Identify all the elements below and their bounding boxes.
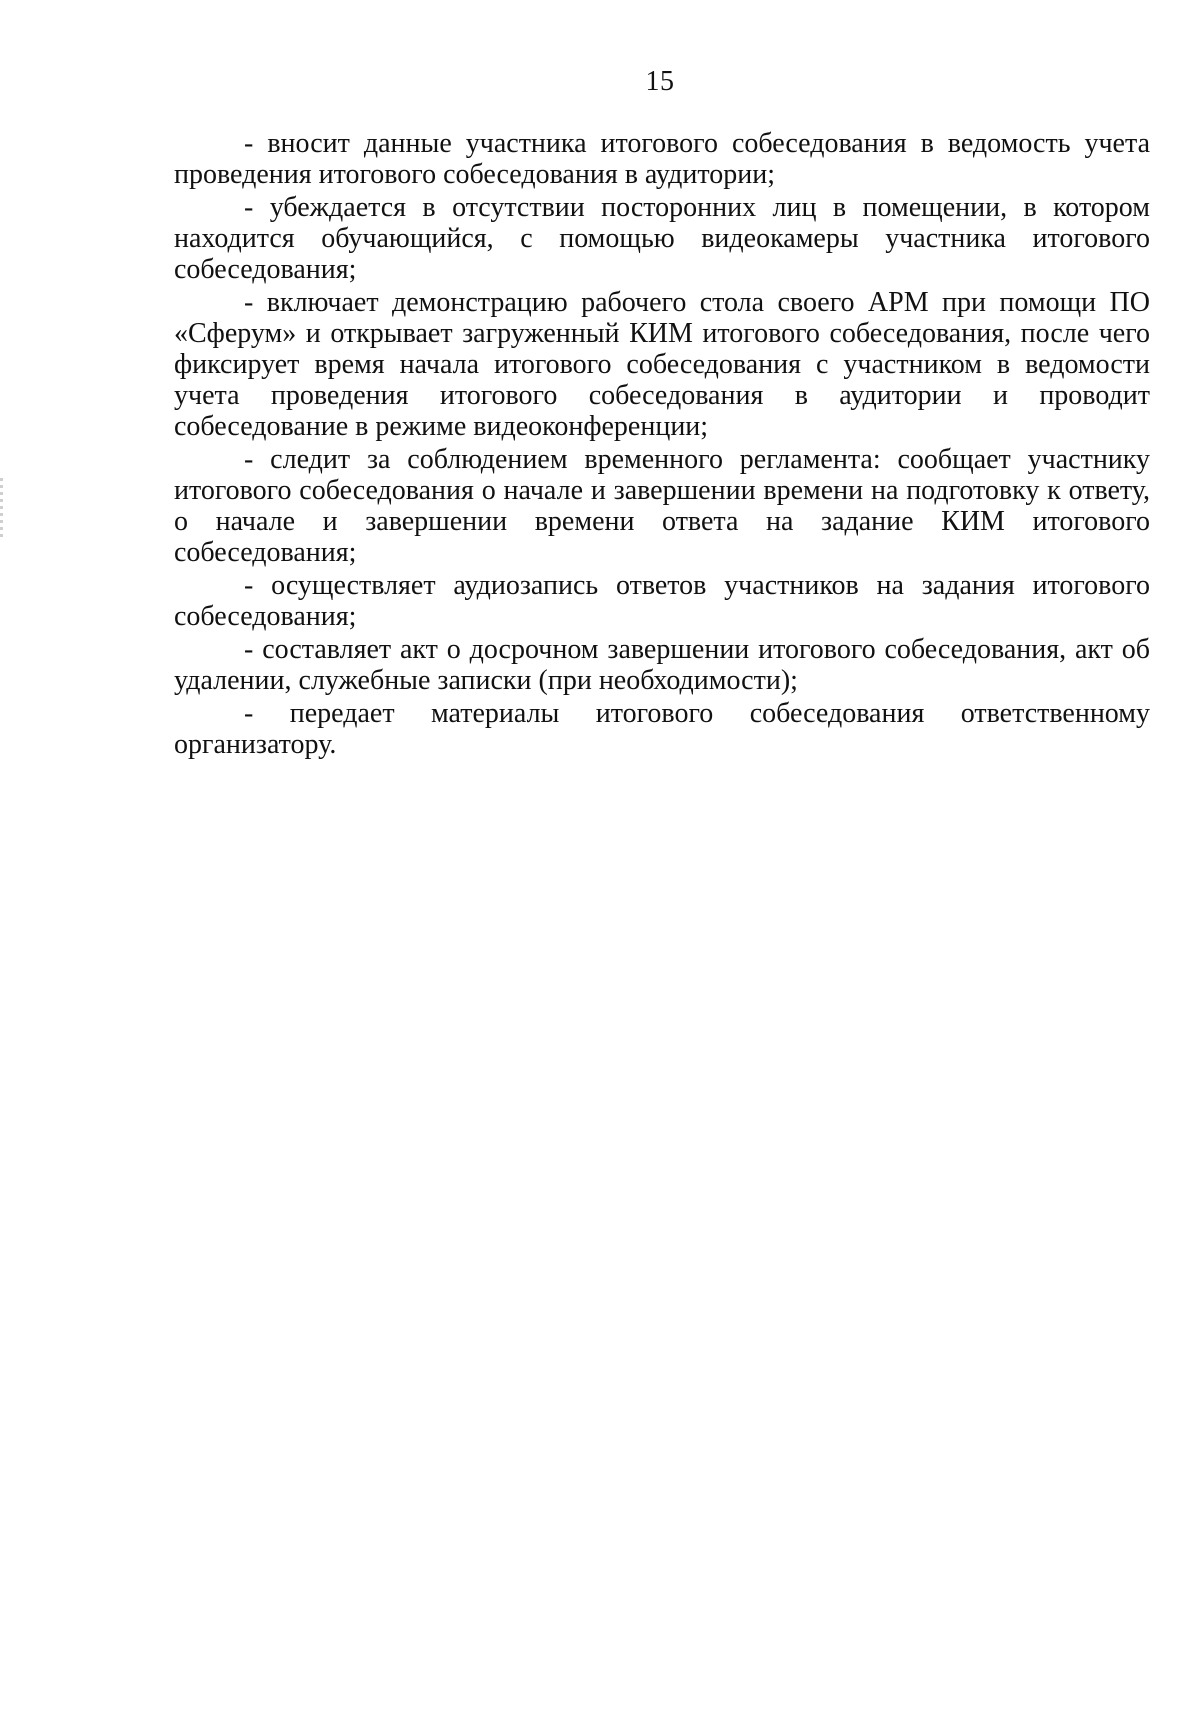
list-item: - передает материалы итогового собеседования ответственному организатору.: [174, 698, 1150, 760]
list-item: - составляет акт о досрочном завершении итогового собеседования, акт об удалении, служебные записки (при необходимости);: [174, 634, 1150, 696]
page-number: 15: [645, 66, 675, 97]
list-item: - включает демонстрацию рабочего стола своего АРМ при помощи ПО «Сферум» и открывает загруженный КИМ итогового собеседования, после чего фиксирует время начала итогового собеседования с участником в ведомости учета проведения итогового собеседования в аудитории и проводит собеседование в режиме видеоконференции;: [174, 287, 1150, 442]
document-body: [174, 128, 1150, 762]
list-item: - убеждается в отсутствии посторонних лиц в помещении, в котором находится обучающийся, с помощью видеокамеры участника итогового собеседования;: [174, 192, 1150, 285]
list-item: - вносит данные участника итогового собеседования в ведомость учета проведения итогового собеседования в аудитории;: [174, 128, 1150, 190]
list-item: - осуществляет аудиозапись ответов участников на задания итогового собеседования;: [174, 570, 1150, 632]
list-item: - следит за соблюдением временного регламента: сообщает участнику итогового собеседования о начале и завершении времени на подготовку к ответу, о начале и завершении времени ответа на задание КИМ итогового собеседования;: [174, 444, 1150, 568]
scan-artifact: [0, 478, 3, 538]
